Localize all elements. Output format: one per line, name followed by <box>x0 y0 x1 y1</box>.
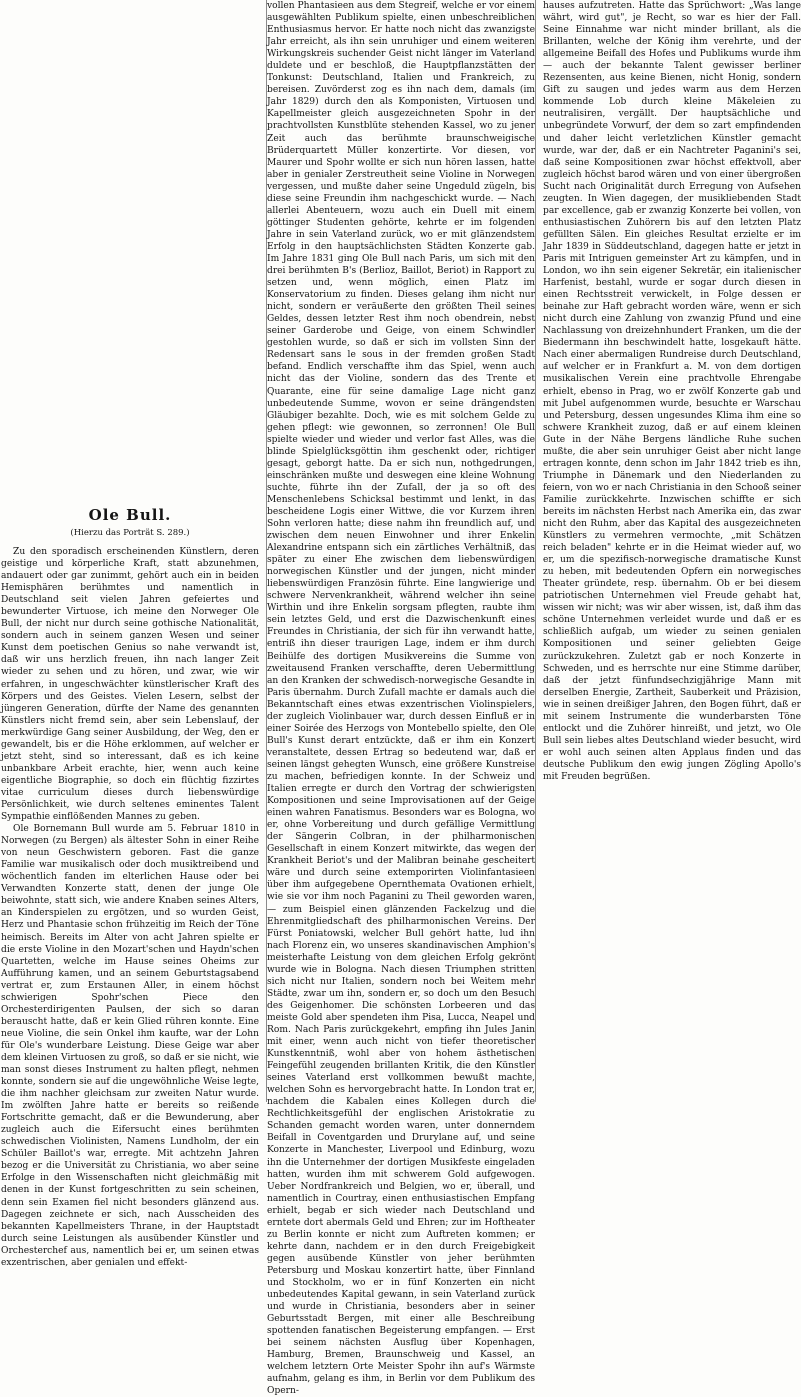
column-middle <box>266 0 536 1397</box>
article-title: Ole Bull. <box>88 506 172 524</box>
column-right-text <box>543 0 801 1102</box>
article-subtitle: (Hierzu das Porträt S. 289.) <box>70 528 190 538</box>
paragraph: Zu den sporadisch erscheinenden Künstlern, deren geistige und körperliche Kraft, statt abzunehmen, andauert oder gar zunimmt, gehört auch ein in beiden Hemisphären berühmtes und namentlich in Deutschland seit vielen Jahren gefeiertes und bewunderter Virtuose, ich meine den Norweger Ole Bull, der nicht nur durch seine gothische Nationalität, sondern auch in seinem ganzen Wesen und seiner Kunst dem poetischen Genius so nahe verwandt ist, daß wir uns herzlich freuen, ihn nach langer Zeit wieder zu sehen und zu hören, und zwar, wie wir erfahren, in ungeschwächter künstlerischer Kraft des Körpers und des Geistes. Vielen Lesern, selbst der jüngeren Generation, dürfte der Name des genannten Künstlers nicht fremd sein, aber sein Lebenslauf, der merkwürdige Gang seiner Ausbildung, der Weg, den er gewandelt, bis er die Höhe erklommen, auf welcher er jetzt steht, sind so interessant, daß es ich keine unbankbare Arbeit erachte, hier, wenn auch keine eigentliche Biographie, so doch ein flüchtig fizzirtes vitae curriculum dieses durch liebenswürdige Persönlichkeit, wie durch seltenes eminentes Talent Sympathie einflößenden Mannes zu geben. <box>1 547 259 823</box>
column-middle-text <box>267 0 535 1397</box>
column-right <box>543 0 801 1102</box>
paragraph: vollen Phantasieen aus dem Stegreif, welche er vor einem ausgewählten Publikum spielte, einen unbeschreiblichen Enthusiasmus hervor. Er hatte noch nicht das zwanzigste Jahr erreicht, als ihn sein unruhiger und einem weiteren Wirkungskreis suchender Geist nicht länger im Vaterland duldete und er beschloß, die Hauptpflanzstätten der Tonkunst: Deutschland, Italien und Frankreich, zu bereisen. Zuvörderst zog es ihn nach dem, damals (im Jahr 1829) durch den als Komponisten, Virtuosen und Kapellmeister gleich ausgezeichneten Spohr in der prachtvollsten Kunstblüte stehenden Kassel, wo zu jener Zeit auch das berühmte braunschweigische Brüderquartett Müller konzertirte. Vor diesen, vor Maurer und Spohr wollte er sich nun hören lassen, hatte aber in genialer Zerstreutheit seine Violine in Norwegen vergessen, und mußte daher seine Ungeduld zügeln, bis diese seine Freundin ihm nachgeschickt wurde. — Nach allerlei Abenteuern, wozu auch ein Duell mit einem göttinger Studenten gehörte, kehrte er im folgenden Jahre in sein Vaterland zurück, wo er mit glänzendstem Erfolg in den hauptsächlichsten Städten Konzerte gab. Im Jahre 1831 ging Ole Bull nach Paris, um sich mit den drei berühmten B's (Berlioz, Baillot, Beriot) in Rapport zu setzen und, wenn möglich, einen Platz im Konservatorium zu finden. Dieses gelang ihm nicht nur nicht, sondern er veräußerte den größten Theil seines Geldes, dessen letzter Rest ihm noch obendrein, nebst seiner Garderobe und Geige, von einem Schwindler gestohlen wurde, so daß er sich im vollsten Sinn der Redensart sans le sous in der fremden großen Stadt befand. Endlich verschaffte ihm das Spiel, wenn auch nicht das der Violine, sondern das des Trente et Quarante, eine für seine damalige Lage nicht ganz unbedeutende Summe, wovon er seine drängendsten Gläubiger bezahlte. Doch, wie es mit solchem Gelde zu gehen pflegt: wie gewonnen, so zerronnen! Ole Bull spielte wieder und wieder und verlor fast Alles, was die blinde Spielglücksgöttin ihm geschenkt oder, richtiger gesagt, geborgt hatte. Da er sich nun, nothgedrungen, einschränken mußte und deswegen eine kleine Wohnung suchte, führte ihn der Zufall, der ja so oft des Menschenlebens Schicksal bestimmt und lenkt, in das bescheidene Logis einer Wittwe, die vor Kurzem ihren Sohn verloren hatte; diese nahm ihn freundlich auf, und zwischen dem neuen Einwohner und ihrer Enkelin Alexandrine entspann sich ein zärtliches Verhältniß, das später zu einer Ehe zwischen dem liebenswürdigen norwegischen Künstler und der jungen, nicht minder liebenswürdigen Französin führte. Eine langwierige und schwere Nervenkrankheit, während welcher ihn seine Wirthin und ihre Enkelin sorgsam pflegten, raubte ihm sein letztes Geld, und erst die Dazwischenkunft eines Freundes in Christiania, der sich für ihn verwandt hatte, entriß ihn dieser traurigen Lage, indem er ihm durch Beihülfe des dortigen Musikvereins die Summe von zweitausend Franken verschaffte, deren Uebermittlung an den Kranken der schwedisch-norwegische Gesandte in Paris übernahm. Durch Zufall machte er damals auch die Bekanntschaft eines etwas exzentrischen Violinspielers, der zugleich Violinbauer war, durch dessen Einfluß er in einer Soirée des Herzogs von Montebello spielte, den Ole Bull's Kunst derart entzückte, daß er ihm ein Konzert veranstaltete, dessen Ertrag so bedeutend war, daß er seinen längst gehegten Wunsch, eine größere Kunstreise zu machen, befriedigen konnte. In der Schweiz und Italien erregte er durch den Vortrag der schwierigsten Kompositionen und seine Improvisationen auf der Geige einen wahren Fanatismus. Besonders war es Bologna, wo er, ohne Vorbereitung und durch gefällige Vermittlung der Sängerin Colbran, in der philharmonischen Gesellschaft in einem Konzert mitwirkte, das wegen der Krankheit Beriot's und der Malibran beinahe gescheitert wäre und durch seine extemporirten Violinfantasieen über ihm aufgegebene Opernthemata Ovationen erhielt, wie sie vor ihm noch Paganini zu Theil geworden waren, — zum Beispiel einen glänzenden Fackelzug und die Ehrenmitgliedschaft des philharmonischen Vereins. Der Fürst Poniatowski, welcher Bull gehört hatte, lud ihn nach Florenz ein, wo unseres skandinavischen Amphion's meisterhafte Leistung von dem gleichen Erfolg gekrönt wurde wie in Bologna. Nach diesen Triumphen stritten sich nicht nur Italien, sondern noch bei Weitem mehr Städte, zwar um ihn, sondern er, so doch um den Besuch des Geigenhomer. Die schönsten Lorbeeren und das meiste Gold aber spendeten ihm Pisa, Lucca, Neapel und Rom. Nach Paris zurückgekehrt, empfing ihn Jules Janin mit einer, wenn auch nicht von tiefer theoretischer Kunstkenntniß, wohl aber von hohem ästhetischen Feingefühl zeugenden brillanten Kritik, die den Künstler seines Vaterland erst vollkommen bewußt machte, welchen Sohn es hervorgebracht hatte. In London trat er, nachdem die Kabalen eines Kollegen durch die Rechtlichkeitsgefühl der englischen Aristokratie zu Schanden gemacht worden waren, unter donnerndem Beifall in Coventgarden und Drurylane auf, und seine Konzerte in Manchester, Liverpool und Edinburg, wozu ihn die Unternehmer der dortigen Musikfeste eingeladen hatten, wurden ihm mit schwerem Gold aufgewogen. Ueber Nordfrankreich und Belgien, wo er, überall, und namentlich in Courtray, einen enthusiastischen Empfang erhielt, begab er sich wieder nach Deutschland und erntete dort abermals Geld und Ehren; zur im Hoftheater zu Berlin konnte er nicht zum Auftreten kommen; er kehrte dann, nachdem er in den durch Freigebigkeit gegen ausübende Künstler von jeher berühmten Petersburg und Moskau konzertirt hatte, über Finnland und Stockholm, wo er in fünf Konzerten ein nicht unbedeutendes Kapital gewann, in sein Vaterland zurück und wurde in Christiania, besonders aber in seiner Geburtsstadt Bergen, mit einer alle Beschreibung spottenden fanatischen Begeisterung empfangen. — Erst bei seinem nächsten Ausflug über Kopenhagen, Hamburg, Bremen, Braunschweig und Kassel, an welchem letztern Orte Meister Spohr ihn auf's Wärmste aufnahm, gelang es ihm, in Berlin vor dem Publikum des Opern- <box>267 1 535 1397</box>
paragraph: Ole Bornemann Bull wurde am 5. Februar 1810 in Norwegen (zu Bergen) als ältester Sohn in einer Reihe von neun Geschwistern geboren. Fast die ganze Familie war musikalisch oder doch musiktreibend und wöchentlich fanden im elterlichen Hause oder bei Verwandten Konzerte statt, denen der junge Ole beiwohnte, statt sich, wie andere Knaben seines Alters, an Kinderspielen zu ergötzen, und so wurden Geist, Herz und Phantasie schon frühzeitig im Reich der Töne heimisch. Bereits im Alter von acht Jahren spielte er die erste Violine in den Mozart'schen und Haydn'schen Quartetten, welche im Hause seines Oheims zur Aufführung kamen, und an seinem Geburtstagsabend vertrat er, zum Erstaunen Aller, in einem höchst schwierigen Spohr'schen Piece den Orchesterdirigenten Paulsen, der sich so daran berauscht hatte, daß er kein Glied rühren konnte. Eine neue Violine, die sein Onkel ihm kaufte, war der Lohn für Ole's wunderbare Leistung. Diese Geige war aber dem kleinen Virtuosen zu groß, so daß er sie nicht, wie man sonst dieses Instrument zu halten pflegt, nehmen konnte, sondern sie auf die ungewöhnliche Weise legte, die ihm nachher gleichsam zur zweiten Natur wurde. Im zwölften Jahre hatte er bereits so reißende Fortschritte gemacht, daß er die Bewunderung, aber zugleich auch die Eifersucht eines berühmten schwedischen Violinisten, Namens Lundholm, der ein Schüler Baillot's war, erregte. Mit achtzehn Jahren bezog er die Universität zu Christiania, wo aber seine Erfolge in den Wissenschaften nicht gleichmäßig mit denen in der Kunst fortgeschritten zu sein scheinen, denn sein Examen fiel nicht besonders glänzend aus. Dagegen zeichnete er sich, nach Ausscheiden des bekannten Kapellmeisters Thrane, in der Hauptstadt durch seine Leistungen als ausübender Künstler und Orchesterchef aus, namentlich bei er, um seinen etwas exzentrischen, aber genialen und effekt- <box>1 824 259 1268</box>
column-left-text <box>1 546 259 1268</box>
column-left <box>1 0 259 1268</box>
paragraph: hauses aufzutreten. Hatte das Sprüchwort: „Was lange währt, wird gut", je Recht, so war es hier der Fall. Seine Einnahme war nicht minder brillant, als die Brillanten, welche der König ihm verehrte, und der allgemeine Beifall des Hofes und Publikums wurde ihm — auch der bekannte Talent gewisser berliner Rezensenten, aus keine Bienen, nicht Honig, sondern Gift zu saugen und jedes warm aus dem Herzen kommende Lob durch kleine Mäkeleien zu neutralisiren, vergällt. Der hauptsächliche und unbegründete Vorwurf, der dem so zart empfindenden und daher leicht verletzlichen Künstler gemacht wurde, war der, daß er ein Nachtreter Paganini's sei, daß seine Kompositionen zwar höchst effektvoll, aber zugleich höchst barod wären und von einer übergroßen Sucht nach Originalität durch Erregung von Aufsehen zeugten. In Wien dagegen, der musikliebenden Stadt par excellence, gab er zwanzig Konzerte bei vollen, von enthusiastischen Zuhörern bis auf den letzten Platz gefüllten Sälen. Ein gleiches Resultat erzielte er im Jahr 1839 in Süddeutschland, dagegen hatte er jetzt in Paris mit Intriguen gemeinster Art zu kämpfen, und in London, wo ihn sein eigener Sekretär, ein italienischer Harfenist, bestahl, wurde er sogar durch diesen in einen Rechtsstreit verwickelt, in Folge dessen er beinahe zur Haft gebracht worden wäre, wenn er sich nicht durch eine Zahlung von zwanzig Pfund und eine Nachlassung von dreizehnhundert Franken, um die der Biedermann ihn beschwindelt hatte, losgekauft hätte. Nach einer abermaligen Rundreise durch Deutschland, auf welcher er in Frankfurt a. M. von dem dortigen musikalischen Verein eine prachtvolle Ehrengabe erhielt, ebenso in Prag, wo er zwölf Konzerte gab und mit Jubel aufgenommen wurde, besuchte er Warschau und Petersburg, dessen ungesundes Klima ihm eine so schwere Krankheit zuzog, daß er auf einem kleinen Gute in der Nähe Bergens ländliche Ruhe suchen mußte, die aber sein unruhiger Geist aber nicht lange ertragen konnte, denn schon im Jahr 1842 trieb es ihn, Triumphe in Dänemark und den Niederlanden zu feiern, von wo er nach Christiania in den Schooß seiner Familie zurückkehrte. Inzwischen schiffte er sich bereits im nächsten Herbst nach Amerika ein, das zwar nicht den Ruhm, aber das Kapital des ausgezeichneten Künstlers zu vermehren vermochte, „mit Schätzen reich beladen" kehrte er in die Heimat wieder auf, wo er, um die spezifisch-norwegische dramatische Kunst zu heben, mit bedeutenden Opfern ein norwegisches Theater gründete, resp. übernahm. Ob er bei diesem patriotischen Unternehmen viel Freude gehabt hat, wissen wir nicht; was wir aber wissen, ist, daß ihm das schöne Unternehmen verleidet wurde und daß er es schließlich aufgab, um wieder zu seinen genialen Kompositionen und seiner geliebten Geige zurückzukehren. Zuletzt gab er noch Konzerte in Schweden, und es herrschte nur eine Stimme darüber, daß der jetzt fünfundsechzigjährige Mann mit derselben Energie, Zartheit, Sauberkeit und Präzision, wie in seinen dreißiger Jahren, den Bogen führt, daß er mit seinem Instrumente die wunderbarsten Töne entlockt und die Zuhörer hinreißt, und jetzt, wo Ole Bull sein liebes altes Deutschland wieder besucht, wird er wohl auch seinen alten Applaus finden und das deutsche Publikum den ewig jungen Zögling Apollo's mit Freuden begrüßen. <box>543 1 801 782</box>
